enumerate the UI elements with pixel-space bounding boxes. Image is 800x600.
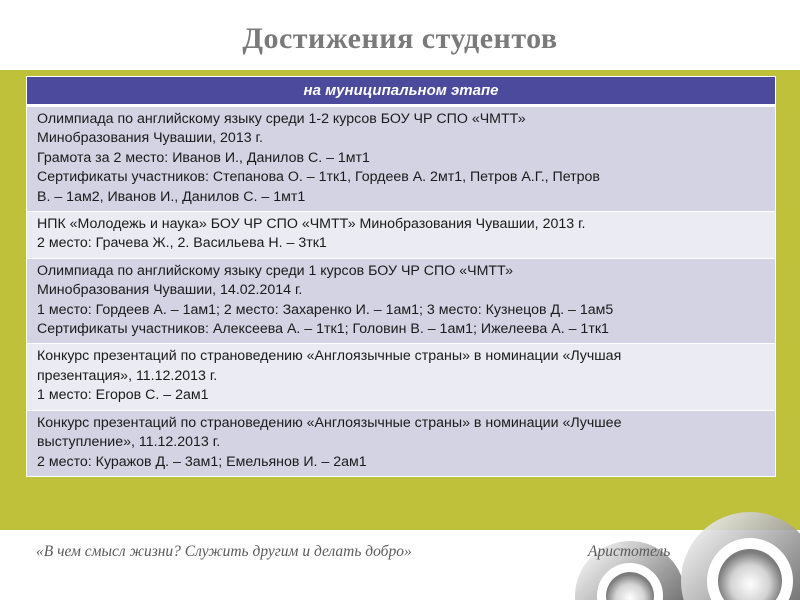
row-text-line: Олимпиада по английскому языку среди 1-2 курсов БОУ ЧР СПО «ЧМТТ» xyxy=(37,111,526,127)
row-text-line: Минобразования Чувашии, 14.02.2014 г. xyxy=(37,282,303,299)
row-text-line: 1 место: Егоров С. – 2ам1 xyxy=(37,387,209,404)
quote-author: Аристотель xyxy=(588,543,671,560)
achievements-table xyxy=(26,76,776,477)
table-row xyxy=(27,410,775,476)
row-text-line: презентация», 11.12.2013 г. xyxy=(37,367,218,384)
table-row xyxy=(27,343,775,409)
row-text-line: 2 место: Грачева Ж., 2. Васильева Н. – 3тк1 xyxy=(37,235,327,252)
quote-text: «В чем смысл жизни? Служить другим и делать добро» xyxy=(36,543,412,560)
row-text-line: Олимпиада по английскому языку среди 1 курсов БОУ ЧР СПО «ЧМТТ» xyxy=(37,262,513,279)
row-text-line: Сертификаты участников: Алексеева А. – 1тк1; Головин В. – 1ам1; Ижелеева А. – 1тк1 xyxy=(37,321,609,338)
ring-core-shape xyxy=(606,572,654,600)
ring-core-shape xyxy=(718,549,782,600)
slide-title: Достижения студентов xyxy=(242,22,558,55)
table-row xyxy=(27,211,775,258)
row-text-line: 2 место: Куражов Д. – 3ам1; Емельянов И. – 2ам1 xyxy=(37,453,367,470)
row-text-line: Грамота за 2 место: Иванов И., Данилов С. – 1мт1 xyxy=(37,149,370,166)
row-text-line: Минобразования Чувашии, 2013 г. xyxy=(37,130,263,147)
table-row xyxy=(27,106,775,211)
row-text-line: выступление», 11.12.2013 г. xyxy=(37,434,221,451)
row-text-line: Конкурс презентаций по страноведению «Англоязычные страны» в номинации «Лучшая xyxy=(37,348,622,365)
row-text-line: НПК «Молодежь и наука» БОУ ЧР СПО «ЧМТТ» Минобразования Чувашии, 2013 г. xyxy=(37,216,586,233)
table-row xyxy=(27,258,775,344)
row-text-line: Сертификаты участников: Степанова О. – 1тк1, Гордеев А. 2мт1, Петров А.Г., Петров xyxy=(37,169,600,186)
ring-shape xyxy=(694,525,800,600)
table-header: на муниципальном этапе xyxy=(27,77,775,106)
row-text-line: Конкурс презентаций по страноведению «Англоязычные страны» в номинации «Лучшее xyxy=(37,414,622,431)
row-text-line: 1 место: Гордеев А. – 1ам1; 2 место: Захаренко И. – 1ам1; 3 место: Кузнецов Д. – 1ам5 xyxy=(37,301,614,318)
row-text-line: В. – 1ам2, Иванов И., Данилов С. – 1мт1 xyxy=(37,188,306,205)
